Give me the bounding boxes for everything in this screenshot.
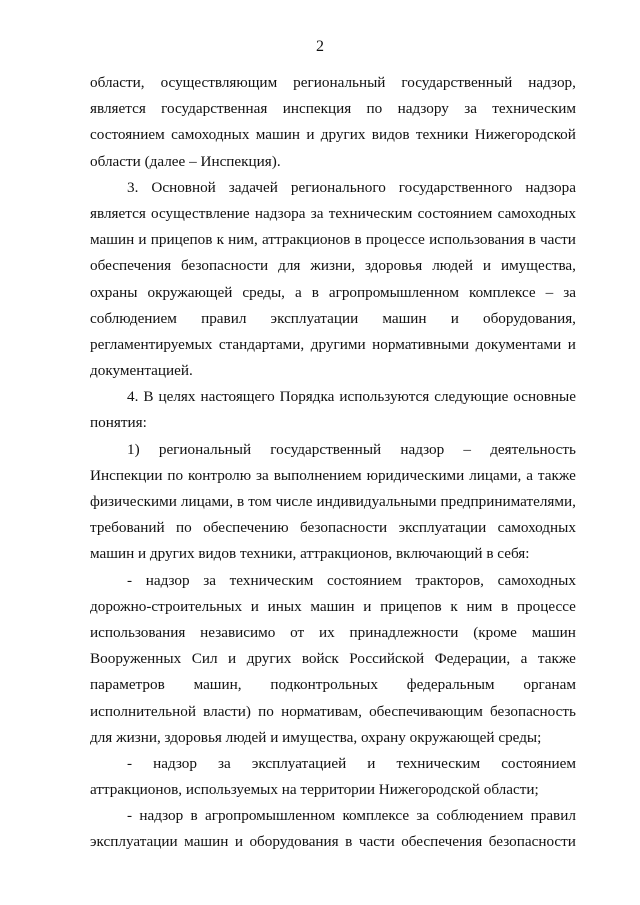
word: настоящего	[200, 388, 275, 406]
text-line	[90, 515, 576, 541]
word: за	[464, 100, 477, 118]
word: для	[278, 257, 301, 275]
word: деятельность	[490, 440, 576, 458]
word: машин	[90, 231, 135, 249]
word: безопасности	[299, 519, 388, 537]
word: задачей	[228, 178, 278, 196]
word: 3.	[127, 178, 139, 196]
text-line: аттракционов, используемых на территории Нижегородской области;	[90, 781, 539, 799]
word: является	[90, 204, 146, 222]
word: юридическими	[366, 466, 465, 484]
word: надзора	[525, 178, 576, 196]
word: аттракционов	[262, 231, 351, 249]
word: от	[290, 623, 305, 641]
word: по	[366, 100, 383, 118]
word: а	[520, 650, 528, 668]
word: -	[127, 571, 133, 589]
word: правил	[201, 309, 247, 327]
word: независимо	[200, 623, 276, 641]
word: эксплуатации	[398, 519, 487, 537]
word: –	[463, 440, 472, 458]
word: техническим	[328, 204, 413, 222]
text-line	[90, 751, 576, 777]
text-line	[90, 829, 576, 855]
word: лицами,	[469, 466, 522, 484]
word: эксплуатации	[90, 833, 178, 851]
word: людей	[432, 257, 473, 275]
word: в	[190, 807, 198, 825]
text-line	[90, 253, 576, 279]
text-line	[90, 437, 576, 463]
word: и	[250, 597, 259, 615]
text-line	[90, 175, 576, 201]
word: государственный	[270, 440, 382, 458]
text-line: документацией.	[90, 362, 193, 380]
word: (кроме	[473, 623, 517, 641]
word: машин,	[193, 676, 242, 694]
word: за	[563, 283, 576, 301]
word: самоходных	[497, 519, 576, 537]
word: по	[167, 466, 184, 484]
word: –	[545, 283, 554, 301]
word: состоянием	[90, 126, 165, 144]
word: исполнительной	[90, 702, 196, 720]
word: агропромышленном	[204, 807, 336, 825]
word: власти)	[203, 702, 251, 720]
word: процессе	[516, 597, 576, 615]
word: осуществляющим	[160, 74, 278, 91]
word: региональный	[293, 74, 386, 91]
text-line	[90, 306, 576, 332]
word: машин	[531, 623, 576, 641]
word: в	[345, 833, 353, 851]
word: использования	[90, 623, 186, 641]
word: федеральным	[406, 676, 495, 694]
word: ним,	[228, 231, 258, 249]
word: надзора	[254, 204, 306, 222]
word: Сил	[191, 650, 218, 668]
text-line: машин и других видов техники, аттракционов, включающий в себя:	[90, 545, 530, 563]
word: обеспечивающим	[369, 702, 483, 720]
word: оборудования	[249, 833, 339, 851]
word: выполнением	[273, 466, 362, 484]
word: правил	[530, 807, 576, 825]
word: органам	[523, 676, 576, 694]
text-line: для жизни, здоровья людей и имущества, охрану окружающей среды;	[90, 728, 542, 746]
word: техническим	[492, 100, 576, 118]
word: обеспечения	[401, 833, 483, 851]
word: том	[248, 493, 272, 510]
text-line	[90, 489, 576, 515]
word: здоровья	[364, 257, 423, 275]
word: самоходных	[171, 126, 250, 144]
word: по	[175, 519, 192, 537]
word: осуществление	[151, 204, 250, 222]
word: индивидуальными	[316, 493, 437, 510]
word: следующие	[434, 388, 509, 406]
word: Инспекции	[90, 466, 163, 484]
word: регламентируемых	[90, 335, 213, 353]
word: охраны	[90, 283, 138, 301]
word: за	[218, 754, 231, 772]
text-line	[90, 280, 576, 306]
word: основные	[513, 388, 576, 406]
word: прицепов	[380, 597, 442, 615]
word: другими	[310, 335, 366, 353]
word: надзор	[139, 807, 184, 825]
word: части	[358, 833, 395, 851]
text-line	[90, 70, 576, 96]
word: эксплуатации	[270, 309, 359, 327]
text-line	[90, 646, 576, 672]
word: физическими	[90, 493, 177, 510]
word: региональный	[158, 440, 252, 458]
text-line	[90, 201, 576, 227]
word: самоходных	[497, 571, 576, 589]
word: соблюдением	[90, 309, 177, 327]
word: предпринимателями,	[440, 493, 576, 510]
word: подконтрольных	[270, 676, 378, 694]
word: машин	[310, 597, 355, 615]
document-body	[90, 70, 576, 856]
word: в	[501, 597, 509, 615]
word: в	[528, 231, 536, 249]
text-line	[90, 384, 576, 410]
word: комплексе	[469, 283, 536, 301]
word: -	[127, 754, 133, 772]
word: Нижегородской	[474, 126, 576, 144]
word: машин	[184, 833, 229, 851]
word: государственная	[161, 100, 268, 118]
word: а	[294, 283, 302, 301]
word: инспекция	[282, 100, 352, 118]
word: за	[256, 466, 269, 484]
word: безопасность	[489, 702, 576, 720]
word: и	[234, 833, 243, 851]
text-line	[90, 672, 576, 698]
word: лицами,	[180, 493, 233, 510]
word: агропромышленном	[328, 283, 460, 301]
word: состоянием	[326, 571, 402, 589]
word: используются	[339, 388, 430, 406]
text-line	[90, 620, 576, 646]
text-line	[90, 96, 576, 122]
word: Российской	[349, 650, 425, 668]
text-line	[90, 699, 576, 725]
word: нормативными	[372, 335, 470, 353]
word: окружающей	[147, 283, 233, 301]
word: и	[450, 309, 459, 327]
word: к	[216, 231, 224, 249]
word: имущества,	[500, 257, 576, 275]
word: безопасности	[488, 833, 576, 851]
word: государственный	[401, 74, 513, 91]
word: ним	[466, 597, 493, 615]
word: области,	[90, 74, 145, 91]
word: прицепов	[150, 231, 213, 249]
word: самоходных	[497, 204, 576, 222]
word: надзор,	[528, 74, 576, 91]
word: состоянием	[501, 754, 576, 772]
word: среды,	[242, 283, 285, 301]
word: других	[320, 126, 366, 144]
word: техники	[415, 126, 469, 144]
text-line	[90, 803, 576, 829]
word: процессе	[365, 231, 425, 249]
text-line	[90, 463, 576, 489]
text-line	[90, 227, 576, 253]
word: тракторов,	[415, 571, 484, 589]
word: Вооруженных	[90, 650, 182, 668]
word: Федерации,	[434, 650, 511, 668]
word: также	[537, 650, 576, 668]
word: жизни,	[310, 257, 356, 275]
word: и	[138, 231, 147, 249]
word: в	[237, 493, 245, 510]
word: и	[482, 257, 492, 275]
word: оборудования,	[482, 309, 576, 327]
word: войск	[301, 650, 339, 668]
word: надзор	[153, 754, 197, 772]
word: и	[228, 650, 237, 668]
word: также	[537, 466, 576, 484]
word: надзор	[145, 571, 190, 589]
text-line	[90, 332, 576, 358]
word: к	[450, 597, 458, 615]
word: и	[367, 754, 376, 772]
word: и	[363, 597, 372, 615]
word: их	[319, 623, 335, 641]
word: видов	[371, 126, 410, 144]
word: дорожно-строительных	[90, 597, 243, 615]
word: стандартами,	[218, 335, 305, 353]
word: использования	[429, 231, 525, 249]
text-line	[90, 568, 576, 594]
word: за	[416, 807, 430, 825]
word: других	[246, 650, 292, 668]
word: машин	[255, 126, 300, 144]
word: документами	[475, 335, 562, 353]
text-line: понятия:	[90, 414, 147, 432]
word: Порядка	[279, 388, 335, 406]
word: эксплуатацией	[251, 754, 347, 772]
word: а	[526, 466, 533, 484]
word: и	[306, 126, 315, 144]
word: обеспечению	[203, 519, 289, 537]
word: соблюдением	[436, 807, 524, 825]
text-line	[90, 594, 576, 620]
page-number: 2	[316, 38, 324, 55]
word: комплексе	[342, 807, 410, 825]
word: нормативам,	[281, 702, 362, 720]
word: 1)	[127, 440, 140, 458]
word: -	[127, 807, 133, 825]
word: части	[540, 231, 576, 249]
word: безопасности	[181, 257, 269, 275]
word: техническим	[396, 754, 481, 772]
word: является	[90, 100, 146, 118]
word: целях	[158, 388, 196, 406]
word: и	[567, 335, 576, 353]
word: надзор	[400, 440, 445, 458]
word: параметров	[90, 676, 165, 694]
word: регионального	[290, 178, 386, 196]
word: требований	[90, 519, 165, 537]
text-line	[90, 122, 576, 148]
word: контролю	[188, 466, 252, 484]
word: числе	[275, 493, 313, 510]
word: состоянием	[417, 204, 493, 222]
word: принадлежности	[349, 623, 459, 641]
word: 4.	[127, 388, 139, 406]
word: В	[143, 388, 154, 406]
word: за	[203, 571, 217, 589]
word: в	[354, 231, 362, 249]
word: иных	[267, 597, 302, 615]
word: государственного	[398, 178, 513, 196]
word: машин	[382, 309, 427, 327]
word: Основной	[151, 178, 216, 196]
word: в	[311, 283, 319, 301]
word: техническим	[229, 571, 314, 589]
word: надзору	[397, 100, 449, 118]
word: за	[310, 204, 324, 222]
word: по	[258, 702, 274, 720]
text-line: области (далее – Инспекция).	[90, 152, 281, 170]
word: обеспечения	[90, 257, 172, 275]
